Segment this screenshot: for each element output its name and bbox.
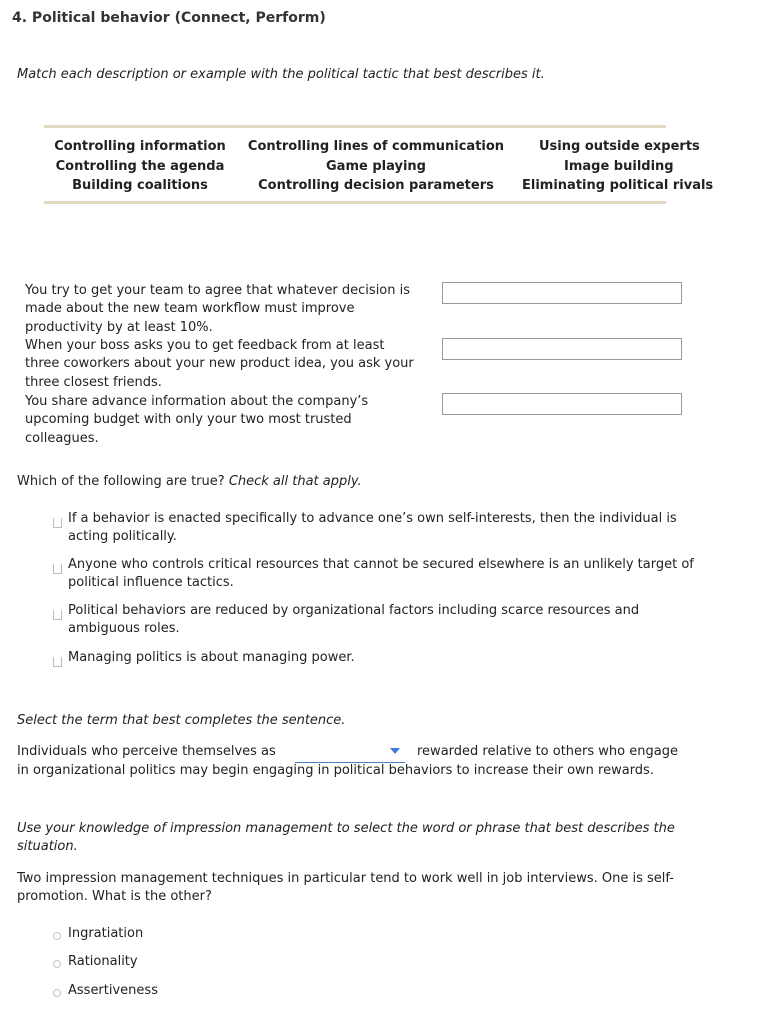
word-bank-item[interactable]: Controlling information [54,139,226,154]
word-bank-item[interactable]: Eliminating political rivals [522,178,714,193]
checkbox[interactable] [53,610,62,620]
checkbox[interactable] [53,657,62,667]
checkbox-option-label[interactable]: Political behaviors are reduced by organizational factors including scarce resources and ambiguous roles. [68,603,640,637]
word-bank-item[interactable]: Game playing [326,158,426,174]
radio-option-label[interactable]: Ingratiation [68,926,144,941]
radio-option-label[interactable]: Rationality [68,954,138,969]
sentence-middle: rewarded relative to others who engage [417,744,678,759]
word-bank-item[interactable]: Controlling the agenda [55,158,225,174]
scenario-text: You try to get your team to agree that whatever decision is made about the new team workflow must improve productivity by at least 10%. [25,283,411,335]
term-dropdown[interactable] [295,744,405,763]
word-bank-item[interactable]: Controlling lines of communication [247,139,505,154]
answer-drop-box-3[interactable] [442,393,682,415]
word-bank-column-2 [243,137,509,196]
scenario-text: When your boss asks you to get feedback from at least three coworkers about your new product idea, you ask your three closest friends. [25,338,414,390]
sentence-end: in organizational politics may begin engaging in political behaviors to increase their own rewards. [17,763,654,778]
word-bank-item[interactable]: Building coalitions [72,178,208,193]
word-bank-column-1 [51,137,229,196]
checkbox[interactable] [53,518,62,528]
select-instruction: Select the term that best completes the sentence. [17,713,346,728]
question-title: 4. Political behavior (Connect, Perform) [12,10,326,26]
radio-button[interactable] [53,932,61,940]
sentence-start: Individuals who perceive themselves as [17,744,276,759]
impression-question: Two impression management techniques in particular tend to work well in job interviews. One is self-promotion. What is the other? [17,871,674,905]
checkbox-option-label[interactable]: Anyone who controls critical resources that cannot be secured elsewhere is an unlikely target of political influence tactics. [68,557,694,591]
checkbox-option-label[interactable]: If a behavior is enacted specifically to advance one’s own self-interests, then the individual is acting politically. [68,511,677,545]
word-bank-item[interactable]: Image building [564,158,674,174]
matching-instruction: Match each description or example with the political tactic that best describes it. [17,67,545,82]
answer-drop-box-1[interactable] [442,282,682,304]
checkbox-question-prompt: Which of the following are true? Check all that apply. [17,474,362,489]
word-bank-item[interactable]: Controlling decision parameters [258,178,494,193]
word-bank [44,125,714,204]
word-bank-item[interactable]: Using outside experts [539,139,700,154]
radio-button[interactable] [53,989,61,997]
answer-drop-box-2[interactable] [442,338,682,360]
checkbox[interactable] [53,564,62,574]
radio-button[interactable] [53,960,61,968]
chevron-down-icon [390,748,400,754]
checkbox-option-label[interactable]: Managing politics is about managing power. [68,650,355,665]
scenario-text: You share advance information about the company’s upcoming budget with only your two most trusted colleagues. [25,394,369,446]
word-bank-column-3 [522,137,782,196]
radio-option-label[interactable]: Assertiveness [68,983,158,998]
impression-instruction: Use your knowledge of impression management to select the word or phrase that best describes the situation. [17,821,675,855]
